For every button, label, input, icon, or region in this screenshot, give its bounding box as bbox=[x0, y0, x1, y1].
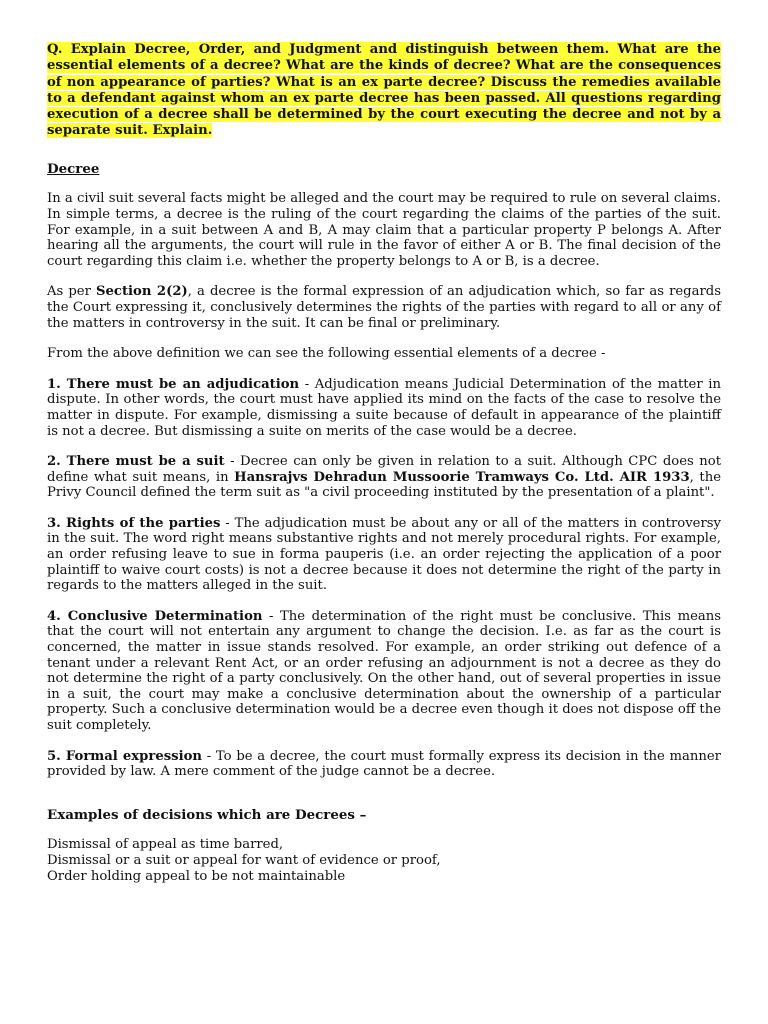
case-citation: Hansrajvs Dehradun Mussoorie Tramways Co. Ltd. AIR 1933 bbox=[234, 469, 690, 485]
definition-pre: As per bbox=[47, 284, 96, 300]
element-title: 4. Conclusive Determination bbox=[47, 608, 263, 624]
question-highlight: Q. Explain Decree, Order, and Judgment and distinguish between them. What are the essential elements of a decree? What are the kinds of decree? What are the consequences of non appearance of parties? What is an ex parte decree? Discuss the remedies available to a defendant against whom an ex parte decree has been passed. All questions regarding execution of a decree shall be determined by the court executing the decree and not by a separate suit. Explain. bbox=[47, 42, 721, 139]
section-reference: Section 2(2) bbox=[96, 284, 188, 300]
element-text: - The adjudication must be about any or all of the matters in controversy in the suit. The word right means substantive rights and not merely procedural rights. For example, an order refusing leave to sue in forma pauperis (i.e. an order rejecting the application of a poor plaintiff to waive court costs) is not a decree because it does not determine the right of the party in regards to the matters alleged in the suit. bbox=[47, 515, 721, 594]
element-text: , the Privy Council defined the term suit as "a civil proceeding instituted by the presentation of a plaint". bbox=[47, 469, 721, 501]
examples-heading: Examples of decisions which are Decrees – bbox=[47, 806, 367, 823]
element-formal-expression bbox=[47, 749, 721, 780]
element-adjudication bbox=[47, 377, 721, 439]
element-rights bbox=[47, 516, 721, 594]
element-text: - Adjudication means Judicial Determination of the matter in dispute. In other words, the court must have applied its mind on the facts of the case to resolve the matter in dispute. For example, dismissing a suite because of default in appearance of the plaintiff is not a decree. But dismissing a suite on merits of the case would be a decree. bbox=[47, 376, 721, 439]
section-heading-decree: Decree bbox=[47, 160, 100, 177]
element-text: - To be a decree, the court must formally express its decision in the manner provided by law. A mere comment of the judge cannot be a decree. bbox=[47, 748, 721, 780]
elements-intro: From the above definition we can see the following essential elements of a decree - bbox=[47, 346, 606, 362]
element-text: - The determination of the right must be conclusive. This means that the court will not entertain any argument to change the decision. I.e. as far as the court is concerned, the matter in issue stands resolved. For example, an order striking out defence of a tenant under a relevant Rent Act, or an order refusing an adjournment is not a decree as they do not determine the right of a party conclusively. On the other hand, out of several properties in issue in a suit, the court may make a conclusive determination about the ownership of a particular property. Such a conclusive determination would be a decree even though it does not dispose off the suit completely. bbox=[47, 608, 721, 733]
element-title: 2. There must be a suit bbox=[47, 454, 225, 470]
examples-list bbox=[47, 837, 721, 884]
document-content bbox=[47, 42, 721, 884]
definition-post: , a decree is the formal expression of an adjudication which, so far as regards the Court expressing it, conclusively determines the rights of the parties with regard to all or any of the matters in controversy in the suit. It can be final or preliminary. bbox=[47, 284, 721, 331]
list-item: Order holding appeal to be not maintainable bbox=[47, 868, 346, 884]
definition-paragraph bbox=[47, 284, 721, 331]
question-block bbox=[47, 42, 721, 140]
element-title: 1. There must be an adjudication bbox=[47, 376, 300, 392]
list-item: Dismissal of appeal as time barred, bbox=[47, 837, 284, 853]
element-title: 5. Formal expression bbox=[47, 748, 202, 764]
element-title: 3. Rights of the parties bbox=[47, 515, 221, 531]
list-item: Dismissal or a suit or appeal for want of evidence or proof, bbox=[47, 852, 441, 868]
intro-paragraph: In a civil suit several facts might be alleged and the court may be required to rule on several claims. In simple terms, a decree is the ruling of the court regarding the claims of the parties of the suit. For example, in a suit between A and B, A may claim that a particular property P belongs A. After hearing all the arguments, the court will rule in the favor of either A or B. The final decision of the court regarding this claim i.e. whether the property belongs to A or B, is a decree. bbox=[47, 191, 721, 269]
element-suit bbox=[47, 454, 721, 501]
element-text: - Decree can only be given in relation to a suit. Although CPC does not define what suit means, in bbox=[47, 454, 721, 485]
element-conclusive bbox=[47, 609, 721, 734]
